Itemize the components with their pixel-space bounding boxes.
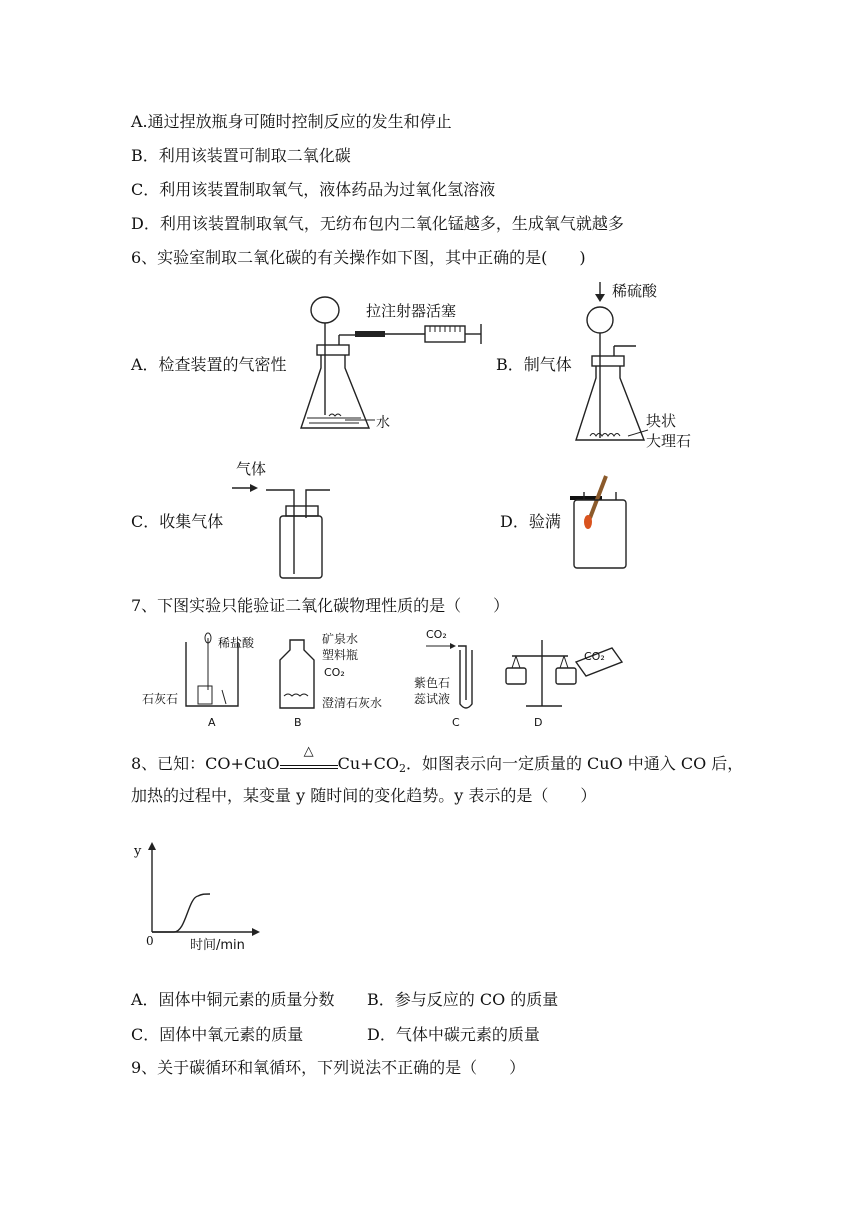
q7-b-co2-label: CO₂	[324, 666, 345, 679]
q7-b-limewater-label: 澄清石灰水	[322, 696, 383, 710]
q6-a-water-label: 水	[376, 415, 390, 431]
q7-a-acid-label: 稀盐酸	[218, 636, 255, 650]
q6-b-solid-label-1: 块状	[646, 412, 677, 430]
q7-c-litmus-label-2: 蕊试液	[414, 692, 451, 706]
q7-c-litmus-label-1: 紫色石	[414, 676, 451, 690]
q8-stem-line2: 加热的过程中，某变量 y 随时间的变化趋势。y 表示的是（ ）	[131, 786, 597, 805]
q5-option-d: D．利用该装置制取氧气，无纺布包内二氧化锰越多，生成氧气就越多	[131, 214, 624, 233]
q7-b-letter: B	[294, 716, 302, 729]
q8-graph-x-label: 时间/min	[190, 938, 245, 953]
q5-option-b: B．利用该装置可制取二氧化碳	[131, 146, 351, 165]
q6-option-b-label: B．制气体	[496, 355, 572, 374]
q6-c-apparatus	[228, 478, 348, 584]
q6-option-d-label: D．验满	[500, 512, 561, 531]
q7-a-letter: A	[208, 716, 216, 729]
q7-a-stone-label: 石灰石	[142, 692, 179, 706]
q7-d-apparatus	[502, 636, 642, 716]
q6-b-acid-label: 稀硫酸	[612, 282, 658, 300]
q6-b-solid-label-2: 大理石	[646, 432, 692, 450]
q5-option-c: C．利用该装置制取氧气，液体药品为过氧化氢溶液	[131, 180, 496, 199]
q7-stem: 7、下图实验只能验证二氧化碳物理性质的是（ ）	[131, 596, 510, 615]
q6-stem: 6、实验室制取二氧化碳的有关操作如下图，其中正确的是( )	[131, 248, 586, 267]
q8-stem-sub: 2	[398, 762, 406, 775]
q8-reaction-condition	[280, 744, 338, 769]
q7-b-bottle-label-2: 塑料瓶	[322, 648, 359, 662]
q8-option-d: D．气体中碳元素的质量	[367, 1025, 540, 1044]
q7-d-letter: D	[534, 716, 543, 729]
q8-stem-c: ．如图表示向一定质量的 CuO 中通入 CO 后，	[405, 754, 744, 773]
q7-b-bottle-label-1: 矿泉水	[322, 632, 359, 646]
q7-c-letter: C	[452, 716, 460, 729]
q6-option-c-label: C．收集气体	[131, 512, 224, 531]
q5-option-a: A.通过捏放瓶身可随时控制反应的发生和停止	[131, 112, 452, 131]
q8-equals-sign	[280, 765, 338, 769]
q8-graph	[140, 838, 260, 942]
q8-graph-origin: 0	[146, 934, 154, 948]
q6-c-gas-label: 气体	[236, 460, 267, 478]
q8-graph-y-label: y	[134, 844, 142, 859]
q6-d-apparatus	[566, 470, 636, 574]
q8-stem-a: 8、已知：CO+CuO	[131, 754, 280, 773]
q8-stem-line1	[131, 744, 744, 779]
q6-option-a-label: A．检查装置的气密性	[131, 355, 287, 374]
q9-stem: 9、关于碳循环和氧循环，下列说法不正确的是（ ）	[131, 1058, 526, 1077]
q8-option-c: C．固体中氧元素的质量	[131, 1025, 304, 1044]
q8-option-a: A．固体中铜元素的质量分数	[131, 990, 335, 1009]
q6-a-syringe-label: 拉注射器活塞	[366, 302, 457, 320]
q8-option-b: B．参与反应的 CO 的质量	[367, 990, 559, 1009]
q8-heat-symbol: △	[303, 744, 314, 759]
q7-c-co2-label: CO₂	[426, 628, 447, 641]
q7-b-apparatus	[276, 636, 326, 716]
q7-d-co2-label: CO₂	[584, 650, 605, 663]
q8-stem-b: Cu+CO	[337, 754, 399, 773]
